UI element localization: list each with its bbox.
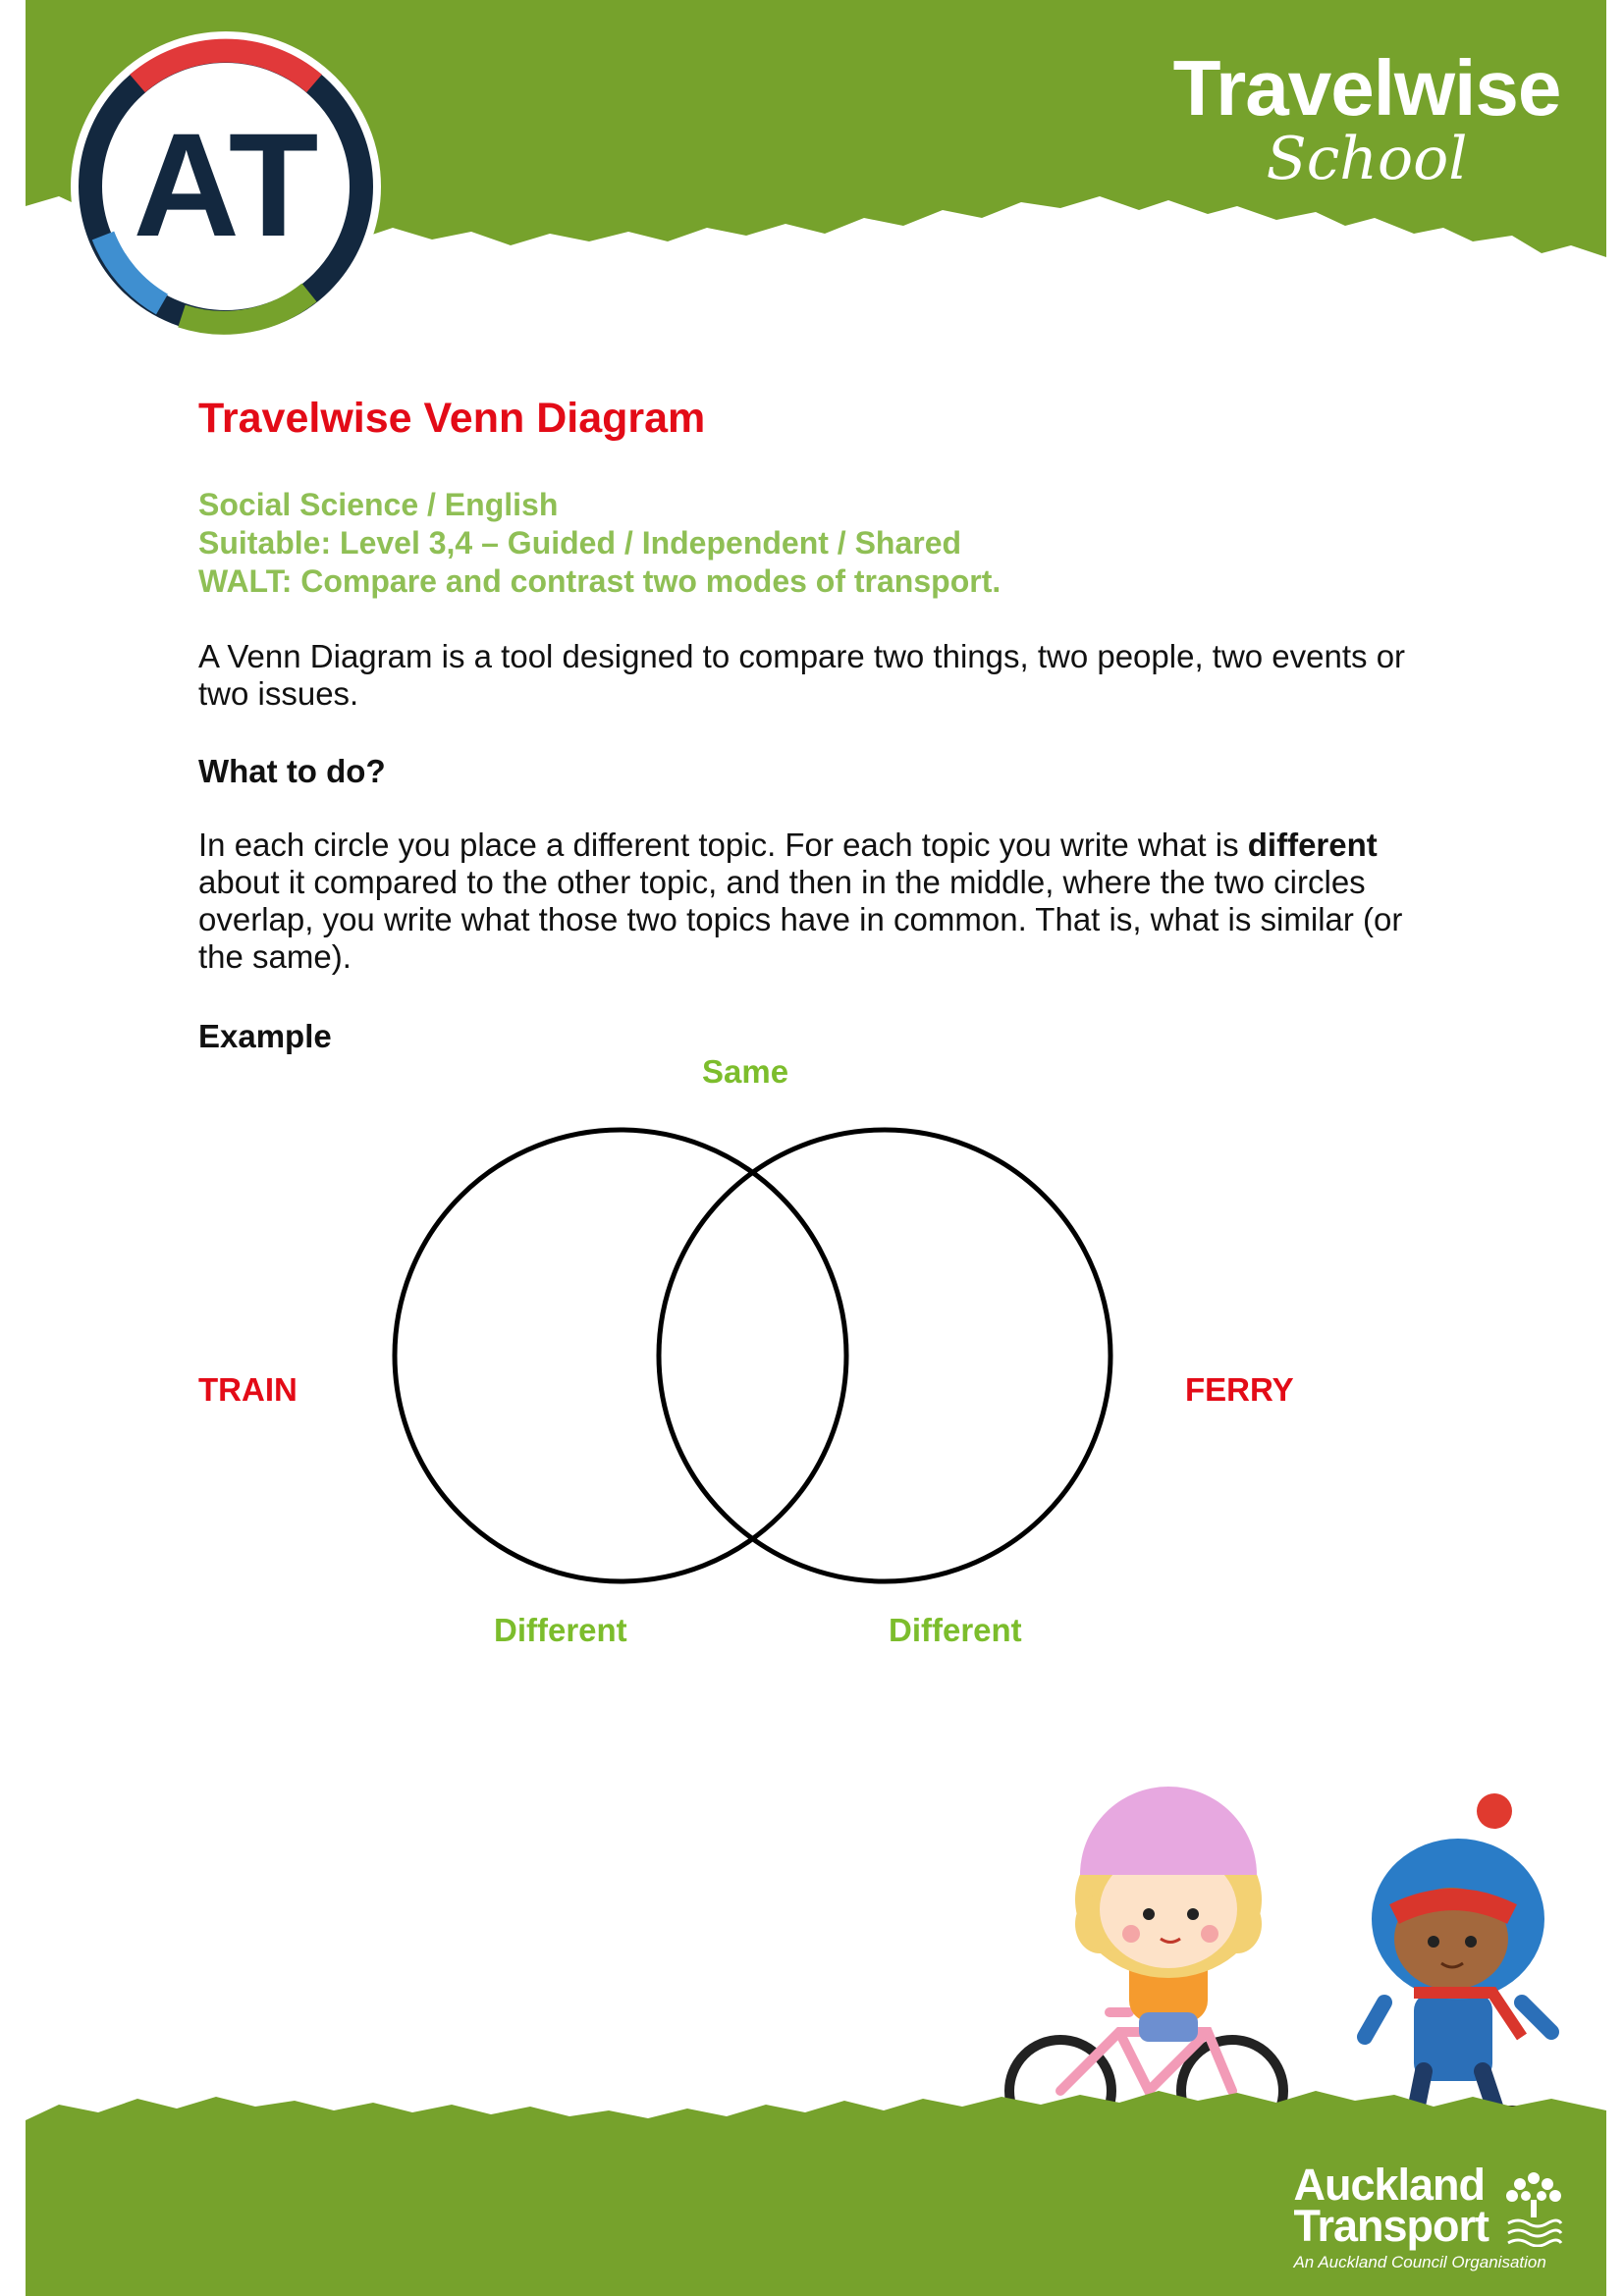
walt-line: WALT: Compare and contrast two modes of transport.	[198, 563, 1001, 599]
venn-left-different: Different	[494, 1612, 627, 1648]
venn-right-topic: FERRY	[1185, 1371, 1294, 1408]
venn-diagram	[373, 1109, 1139, 1600]
intro-paragraph	[198, 638, 1475, 713]
instructions-paragraph	[198, 827, 1475, 976]
pohutukawa-tree-icon	[1502, 2164, 1565, 2247]
travelwise-school-brand	[1151, 44, 1583, 193]
instruction-line: overlap, you write what those two topics have in common. That is, what is similar (or	[198, 901, 1403, 937]
subject-line: Social Science / English	[198, 487, 559, 522]
footer-tagline: An Auckland Council Organisation	[1293, 2253, 1546, 2271]
brand-subtitle: School	[1266, 125, 1468, 193]
what-to-do-heading: What to do?	[198, 753, 386, 789]
intro-line: two issues.	[198, 675, 359, 712]
lesson-meta	[198, 486, 1001, 601]
brand-title: Travelwise	[1172, 44, 1561, 132]
auckland-transport-brand	[1293, 2160, 1565, 2272]
at-logo-text: AT	[133, 102, 319, 267]
venn-right-different: Different	[889, 1612, 1022, 1648]
intro-line: A Venn Diagram is a tool designed to compare two things, two people, two events or	[198, 638, 1406, 674]
venn-left-topic: TRAIN	[198, 1371, 298, 1408]
example-heading: Example	[198, 1018, 332, 1054]
venn-circle-right	[659, 1130, 1110, 1581]
instruction-line: the same).	[198, 938, 352, 975]
page-title: Travelwise Venn Diagram	[198, 395, 706, 442]
venn-circle-left	[395, 1130, 846, 1581]
at-logo	[69, 29, 383, 344]
footer-brand-line1: Auckland	[1293, 2160, 1485, 2210]
suitable-line: Suitable: Level 3,4 – Guided / Independent / Shared	[198, 525, 962, 561]
instruction-text: In each circle you place a different topic. For each topic you write what is	[198, 827, 1248, 863]
instruction-line	[198, 827, 1475, 864]
instruction-emphasis: different	[1247, 827, 1378, 863]
instruction-line: about it compared to the other topic, and then in the middle, where the two circles	[198, 864, 1366, 900]
venn-same-label: Same	[702, 1053, 789, 1090]
footer-brand-line2: Transport	[1293, 2201, 1489, 2251]
